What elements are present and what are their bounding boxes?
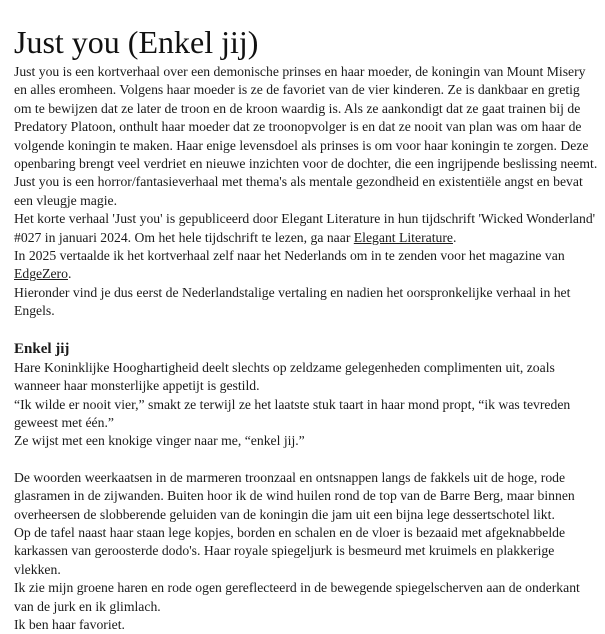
intro-paragraph-4-text: In 2025 vertaalde ik het kortverhaal zelf naar het Nederlands om in te zenden voor het magazine van	[14, 248, 565, 264]
story-paragraph-1: Hare Koninklijke Hooghartigheid deelt slechts op zeldzame gelegenheden complimenten uit, zoals wanneer haar monsterlijke appetijt is gestild.	[14, 359, 555, 394]
article	[14, 24, 598, 634]
story-paragraph-5: Op de tafel naast haar staan lege kopjes, borden en schalen en de vloer is bezaaid met afgeknabbelde karkassen van geroosterde dodo's. Haar royale spiegeljurk is besmeurd met kruimels en plakkerige vlekken.	[14, 524, 566, 577]
intro-paragraph-4	[14, 247, 598, 284]
story-heading: Enkel jij	[14, 340, 70, 357]
story-paragraph-3: Ze wijst met een knokige vinger naar me, “enkel jij.”	[14, 433, 305, 449]
intro-paragraph-3-text: Het korte verhaal 'Just you' is gepubliceerd door Elegant Literature in hun tijdschrift 'Wicked Wonderland' #027 in januari 2024. Om het hele tijdschrift te lezen, ga naar	[14, 211, 596, 245]
elegant-literature-link[interactable]: Elegant Literature	[353, 229, 453, 245]
intro-paragraph-2: Just you is een horror/fantasieverhaal met thema's als mentale gezondheid en existentiële angst en bevat een vleugje magie.	[14, 174, 583, 208]
section-spacer	[14, 321, 598, 339]
intro-paragraph-5: Hieronder vind je dus eerst de Nederlandstalige vertaling en nadien het oorspronkelijke verhaal in het Engels.	[14, 284, 571, 319]
story-paragraph-7: Ik ben haar favoriet.	[14, 616, 125, 632]
intro-paragraph-1: Just you is een kortverhaal over een demonische prinses en haar moeder, de koningin van Mount Misery en alles eromheen. Volgens haar moeder is ze de favoriet van de vier kinderen. Ze is dankbaar en gretig om te bewijzen dat ze later de troon en de kroon waardig is. Als ze aankondigt dat ze gaat trainen bij de Predatory Platoon, onthult haar moeder dat ze troonopvolger is en dat ze nooit van plan was om haar de volgende koningin te maken. Haar enige levensdoel als prinses is om voor haar koningin te zorgen. Deze openbaring brengt veel verdriet en nieuwe inzichten voor de dochter, die een ingrijpende beslissing neemt.	[14, 64, 598, 172]
edgezero-link[interactable]: EdgeZero	[14, 266, 68, 282]
page-title: Just you (Enkel jij)	[14, 24, 259, 60]
story-paragraph-2: “Ik wilde er nooit vier,” smakt ze terwijl ze het laatste stuk taart in haar mond propt, “ik was tevreden geweest met één.”	[14, 396, 571, 430]
intro-paragraph-3	[14, 210, 598, 247]
story-paragraph-6: Ik zie mijn groene haren en rode ogen gereflecteerd in de bewegende spiegelscherven aan de onderkant van de jurk en ik glimlach.	[14, 580, 580, 614]
intro-paragraph-3-end: .	[452, 229, 457, 245]
story-paragraph-4: De woorden weerkaatsen in de marmeren troonzaal en ontsnappen langs de fakkels uit de hoge, rode glasramen in de zijwanden. Buiten hoor ik de wind huilen rond de top van de Barre Berg, maar binnen overheersen de slobberende geluiden van de koningin die jam uit een bijna lege dessertschotel likt.	[14, 469, 575, 522]
paragraph-spacer	[14, 451, 598, 469]
intro-paragraph-4-end: .	[67, 266, 72, 282]
